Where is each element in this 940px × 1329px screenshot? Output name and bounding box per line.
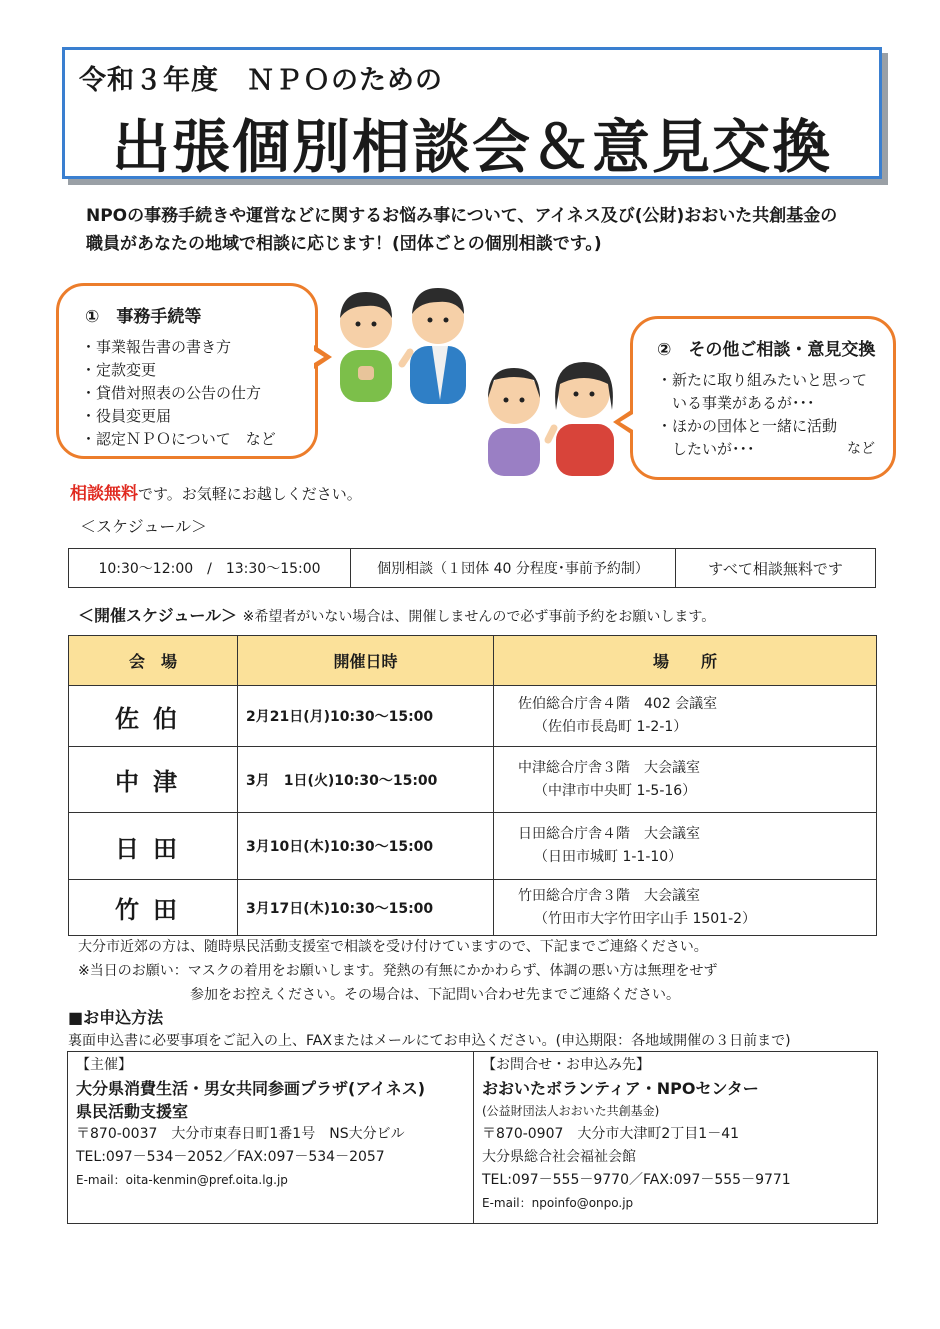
schedule-type: 個別相談（１団体 40 分程度･事前予約制） xyxy=(350,549,675,587)
people-illustration xyxy=(328,280,628,480)
person-icon xyxy=(340,292,392,402)
intro-line-1: NPOの事務手続きや運営などに関するお悩み事について、アイネス及び(公財)おおいた共創基金の xyxy=(86,206,838,226)
venue-address: （竹田市大字竹田字山手 1501-2） xyxy=(534,910,757,927)
venue-place-name: 中津総合庁舎３階 大会議室 xyxy=(518,759,700,776)
venue-schedule-note: ※希望者がいない場合は、開催しませんので必ず事前予約をお願いします。 xyxy=(242,609,716,625)
inquiry-building: 大分県総合社会福祉会館 xyxy=(482,1149,636,1165)
venue-date: 3月10日(木)10:30～15:00 xyxy=(238,813,494,880)
venue-date: 2月21日(月)10:30～15:00 xyxy=(238,686,494,747)
venue-name: 竹田 xyxy=(69,880,238,936)
schedule-fee: すべて相談無料です xyxy=(675,549,875,587)
bubble-left-list xyxy=(81,336,276,451)
intro-line-2: 職員があなたの地域で相談に応じます！(団体ごとの個別相談です。) xyxy=(86,234,602,254)
table-row xyxy=(69,813,877,880)
person-icon xyxy=(488,368,540,476)
inquiry-org-parent: (公益財団法人おおいた共創基金) xyxy=(482,1104,660,1118)
list-item: ・新たに取り組みたいと思って xyxy=(657,371,868,389)
apply-heading: ■お申込方法 xyxy=(68,1008,164,1027)
inquiry-email: E-mail：npoinfo@onpo.jp xyxy=(482,1196,634,1210)
organizer-label: 【主催】 xyxy=(76,1057,132,1073)
bubble-right-list xyxy=(657,369,867,461)
list-item: したいが･･･ xyxy=(657,440,755,458)
title-subtitle: 令和３年度 ＮＰＯのための xyxy=(79,65,443,96)
venue-place xyxy=(494,686,877,747)
venue-place xyxy=(494,813,877,880)
venue-table xyxy=(68,635,877,936)
venue-name: 中津 xyxy=(69,747,238,813)
list-item: ・ほかの団体と一緒に活動 xyxy=(657,417,838,435)
contact-box xyxy=(67,1051,878,1224)
schedule-heading: ＜スケジュール＞ xyxy=(80,517,208,536)
free-label: 相談無料 xyxy=(70,484,138,504)
venue-address: （中津市中央町 1-5-16） xyxy=(534,782,697,799)
note-line: 参加をお控えください。その場合は、下記問い合わせ先までご連絡ください。 xyxy=(190,987,680,1003)
venue-address: （佐伯市長島町 1-2-1） xyxy=(534,719,688,735)
schedule-time: 10:30～12:00 / 13:30～15:00 xyxy=(98,561,321,577)
venue-name: 日田 xyxy=(69,813,238,880)
organizer-name: 大分県消費生活・男女共同参画プラザ(アイネス) xyxy=(76,1079,426,1098)
list-item: ・認定ＮＰＯについて など xyxy=(81,430,276,448)
venue-place-name: 竹田総合庁舎３階 大会議室 xyxy=(518,887,700,904)
list-item: ・定款変更 xyxy=(81,361,157,379)
venue-date: 3月 1日(火)10:30～15:00 xyxy=(238,747,494,813)
venue-place xyxy=(494,747,877,813)
person-icon xyxy=(548,362,614,476)
organizer-department: 県民活動支援室 xyxy=(76,1102,189,1121)
table-row xyxy=(69,747,877,813)
inquiry-address: 〒870-0907 大分市大津町2丁目1－41 xyxy=(482,1126,740,1142)
inquiry-org-name: おおいたボランティア・NPOセンター xyxy=(482,1079,759,1098)
table-row xyxy=(69,880,877,936)
column-header: 開催日時 xyxy=(238,636,494,686)
table-row xyxy=(69,686,877,747)
list-item: いる事業があるが･･･ xyxy=(657,394,815,412)
venue-place-name: 佐伯総合庁舎４階 402 会議室 xyxy=(518,696,718,712)
organizer-address: 〒870-0037 大分市東春日町1番1号 NS大分ビル xyxy=(76,1126,405,1142)
venue-place xyxy=(494,880,877,936)
bubble-right-etc: など xyxy=(847,441,875,457)
list-item: ・貸借対照表の公告の仕方 xyxy=(81,384,262,402)
bubble-left-heading: ① 事務手続等 xyxy=(85,307,202,327)
organizer-phone: TEL:097－534－2052／FAX:097－534－2057 xyxy=(76,1149,385,1165)
bubble-other-consultation xyxy=(630,316,896,480)
list-item: ・役員変更届 xyxy=(81,407,172,425)
free-consultation-note xyxy=(70,479,362,504)
note-line: 大分市近郊の方は、随時県民活動支援室で相談を受け付けていますので、下記までご連絡ください。 xyxy=(78,939,708,955)
bubble-right-heading: ② その他ご相談・意見交換 xyxy=(657,340,876,360)
bubble-admin-procedures xyxy=(56,283,318,459)
page-title: 出張個別相談会＆意見交換 xyxy=(111,113,832,181)
schedule-box xyxy=(68,548,876,588)
inquiry-label: 【お問合せ・お申込み先】 xyxy=(482,1057,650,1073)
venue-date: 3月17日(木)10:30～15:00 xyxy=(238,880,494,936)
inquiry-info xyxy=(473,1052,877,1223)
notes xyxy=(78,935,718,1007)
venue-place-name: 日田総合庁舎４階 大会議室 xyxy=(518,826,700,842)
table-header-row xyxy=(69,636,877,686)
venue-schedule-title: ＜開催スケジュール＞ xyxy=(78,606,238,625)
title-box xyxy=(62,47,882,179)
person-icon xyxy=(402,288,466,404)
note-line: ※当日のお願い：マスクの着用をお願いします。発熱の有無にかかわらず、体調の悪い方は無理をせず xyxy=(78,963,718,979)
free-rest: です。お気軽にお越しください。 xyxy=(138,485,362,503)
column-header: 場 所 xyxy=(494,636,877,686)
venue-name: 佐伯 xyxy=(69,686,238,747)
organizer-info xyxy=(68,1052,473,1223)
inquiry-phone: TEL:097－555－9770／FAX:097－555－9771 xyxy=(482,1172,791,1188)
venue-address: （日田市城町 1-1-10） xyxy=(534,849,683,865)
venue-schedule-heading xyxy=(78,603,715,626)
list-item: ・事業報告書の書き方 xyxy=(81,338,232,356)
apply-text: 裏面申込書に必要事項をご記入の上、FAXまたはメールにてお申込ください。(申込期限：各地域開催の３日前まで) xyxy=(68,1033,791,1049)
organizer-email: E-mail：oita-kenmin@pref.oita.lg.jp xyxy=(76,1173,288,1187)
column-header: 会 場 xyxy=(69,636,238,686)
